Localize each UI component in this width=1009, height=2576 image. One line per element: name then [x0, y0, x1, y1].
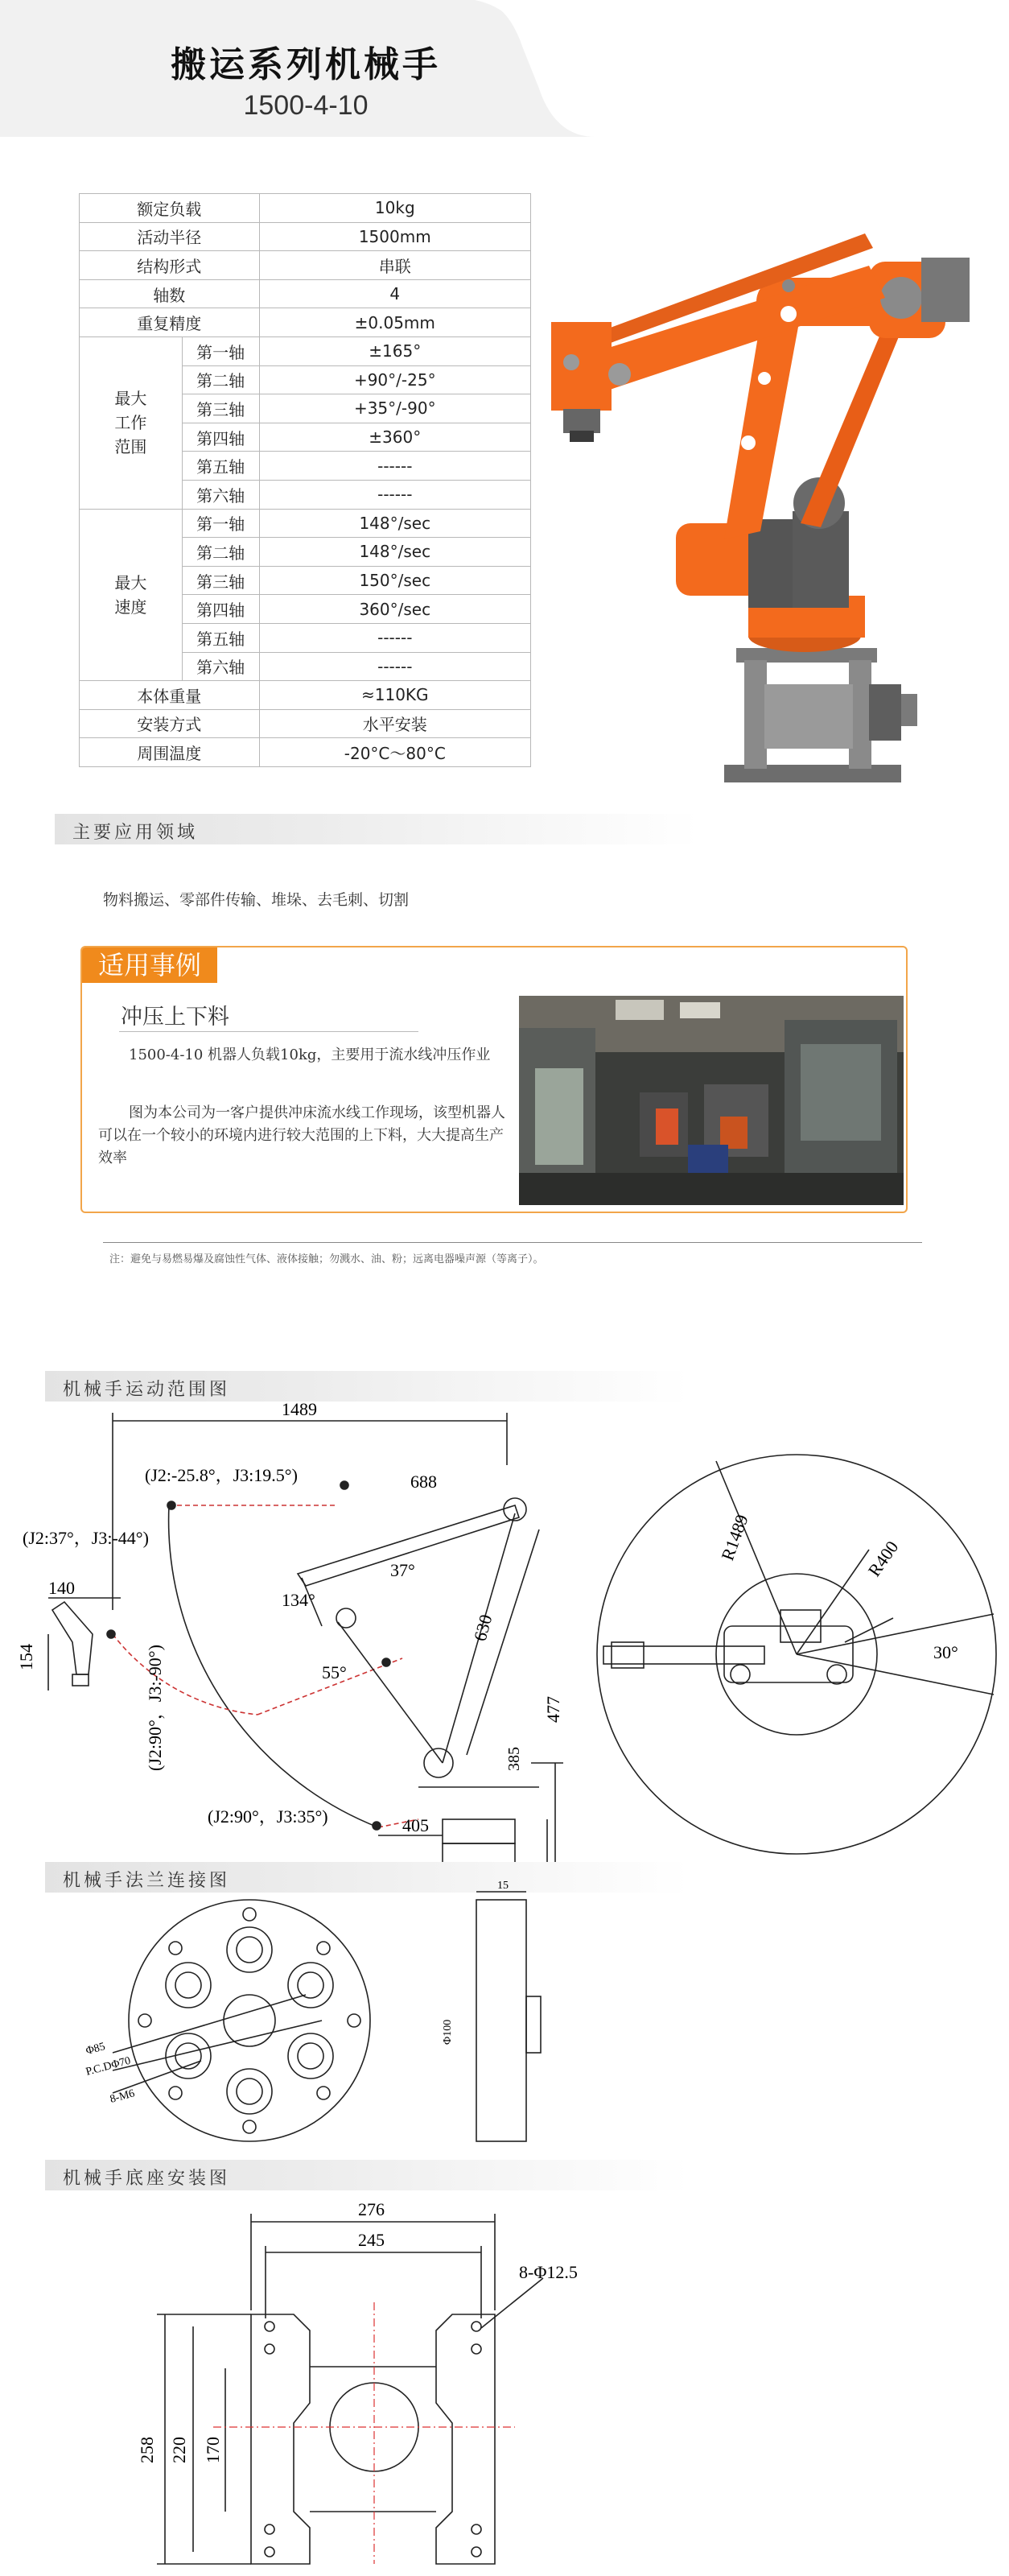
spec-value: -20°C～80°C [259, 738, 530, 767]
point-label: (J2:90°，J3:35°) [208, 1806, 328, 1827]
factory-photo [519, 996, 904, 1205]
dim-154: 154 [16, 1644, 36, 1670]
spec-label: 额定负载 [80, 194, 260, 223]
axis-label: 第四轴 [182, 423, 259, 452]
axis-value: ------ [259, 480, 530, 509]
note-text: 注：避免与易燃易爆及腐蚀性气体、液体接触；勿溅水、油、粉；远离电器噪声源（等离子）。 [109, 1253, 544, 1265]
point-label: (J2:90°，J3:-90°) [145, 1645, 165, 1771]
dim-side: Φ100 [442, 2019, 454, 2045]
dim-r1489: R1489 [717, 1512, 752, 1563]
spec-label: 周围温度 [80, 738, 260, 767]
section-heading: 机械手底座安装图 [63, 2169, 231, 2189]
dim-holes: 8-Φ12.5 [519, 2262, 578, 2282]
dim-276: 276 [358, 2199, 385, 2219]
speed-group-label: 最大 速度 [80, 509, 183, 681]
spec-row-temperature [80, 738, 531, 767]
spec-label: 本体重量 [80, 681, 260, 710]
base-mounting-drawing [16, 2157, 595, 2572]
axis-label: 第三轴 [182, 566, 259, 595]
spec-row-radius [80, 222, 531, 251]
spec-row-range [80, 336, 531, 365]
range-group-label: 最大 工作 范围 [80, 336, 183, 509]
dim-37: 37° [390, 1560, 415, 1580]
spec-row-axes [80, 279, 531, 308]
dim-630: 630 [469, 1612, 496, 1644]
spec-row-mounting [80, 709, 531, 738]
dim-245: 245 [358, 2230, 385, 2250]
dim-55: 55° [322, 1662, 347, 1682]
spec-label: 结构形式 [80, 251, 260, 280]
section-heading: 主要应用领域 [72, 823, 199, 843]
point-label: (J2:-25.8°，J3:19.5°) [145, 1465, 298, 1485]
spec-label: 活动半径 [80, 222, 260, 251]
dim-688: 688 [410, 1472, 437, 1492]
flange-drawing [16, 1860, 595, 2165]
axis-label: 第二轴 [182, 365, 259, 394]
axis-value: 148°/sec [259, 509, 530, 538]
axis-value: ------ [259, 623, 530, 652]
spec-label: 重复精度 [80, 308, 260, 337]
dim-258: 258 [137, 2437, 157, 2463]
spec-value: 串联 [259, 251, 530, 280]
divider [119, 1031, 418, 1032]
axis-value: ±360° [259, 423, 530, 452]
dim-405: 405 [402, 1815, 429, 1835]
spec-value: 1500mm [259, 222, 530, 251]
spec-row-weight [80, 681, 531, 710]
dim-r400: R400 [863, 1537, 903, 1580]
axis-value: ------ [259, 452, 530, 481]
page-title: 搬运系列机械手 [171, 44, 441, 85]
spec-row-rated-load [80, 194, 531, 223]
dim-m6: 8-M6 [109, 2087, 137, 2106]
dim-pcd: P.C.DΦ70 [84, 2054, 133, 2079]
spec-label: 安装方式 [80, 709, 260, 738]
axis-value: +35°/-90° [259, 394, 530, 423]
dim-220: 220 [169, 2437, 189, 2463]
spec-row-structure [80, 251, 531, 280]
case-paragraph: 1500-4-10 机器人负载10kg，主要用于流水线冲压作业 [129, 1046, 491, 1063]
robot-arm-illustration [483, 201, 1006, 805]
axis-label: 第一轴 [182, 509, 259, 538]
case-tab: 适用事例 [82, 947, 217, 983]
dim-1489: 1489 [282, 1399, 317, 1419]
axis-label: 第五轴 [182, 623, 259, 652]
spec-value: 水平安装 [259, 709, 530, 738]
axis-value: +90°/-25° [259, 365, 530, 394]
axis-label: 第三轴 [182, 394, 259, 423]
spec-row-speed [80, 509, 531, 538]
spec-value: ≈110KG [259, 681, 530, 710]
dim-385: 385 [505, 1747, 523, 1771]
model-number: 1500-4-10 [243, 90, 369, 121]
motion-range-drawing [16, 1368, 1009, 1868]
axis-value: ±165° [259, 336, 530, 365]
axis-value: 360°/sec [259, 595, 530, 624]
axis-value: ------ [259, 652, 530, 681]
spec-value: 4 [259, 279, 530, 308]
section-bar-applications [55, 814, 698, 844]
spec-value: 10kg [259, 194, 530, 223]
dim-134: 134° [282, 1590, 315, 1610]
dim-top: 15 [497, 1880, 509, 1892]
spec-label: 轴数 [80, 279, 260, 308]
axis-value: 148°/sec [259, 538, 530, 567]
spec-table [79, 193, 531, 767]
axis-value: 150°/sec [259, 566, 530, 595]
dim-phi85: Φ85 [84, 2041, 107, 2058]
axis-label: 第六轴 [182, 652, 259, 681]
point-label: (J2:37°，J3:-44°) [23, 1528, 149, 1548]
axis-label: 第六轴 [182, 480, 259, 509]
axis-label: 第四轴 [182, 595, 259, 624]
applications-text: 物料搬运、零部件传输、堆垛、去毛刺、切割 [103, 891, 410, 909]
case-title: 冲压上下料 [121, 1005, 229, 1030]
case-study-box [80, 946, 908, 1213]
axis-label: 第二轴 [182, 538, 259, 567]
dim-477: 477 [543, 1696, 563, 1723]
section-heading: 机械手运动范围图 [63, 1380, 231, 1400]
dim-170: 170 [203, 2437, 223, 2463]
case-paragraph: 图为本公司为一客户提供冲床流水线工作现场，该型机器人可以在一个较小的环境内进行较大范围的上下料，大大提高生产效率 [98, 1104, 505, 1166]
axis-label: 第五轴 [182, 452, 259, 481]
spec-value: ±0.05mm [259, 308, 530, 337]
axis-label: 第一轴 [182, 336, 259, 365]
section-heading: 机械手法兰连接图 [63, 1871, 231, 1891]
dim-30: 30° [933, 1642, 958, 1662]
divider [103, 1242, 922, 1243]
dim-140: 140 [48, 1578, 75, 1598]
spec-row-repeatability [80, 308, 531, 337]
